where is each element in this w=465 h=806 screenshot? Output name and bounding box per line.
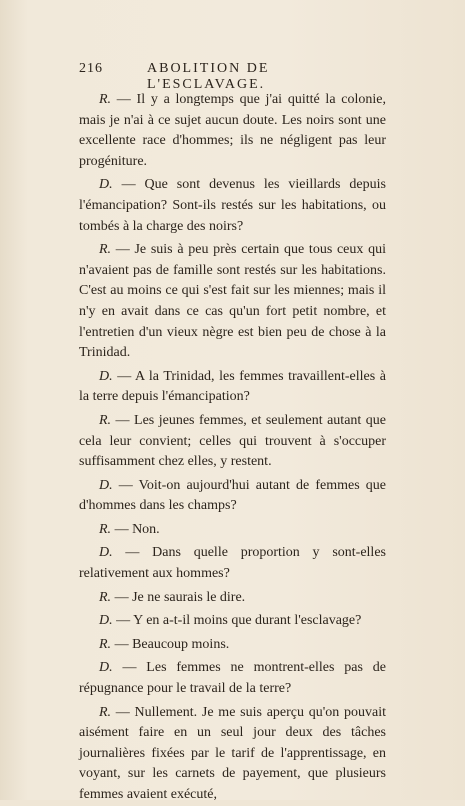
paragraph — [79, 635, 386, 656]
paragraph — [79, 520, 386, 541]
speaker-label: D. — [99, 477, 113, 493]
paragraph — [79, 658, 386, 699]
paragraph — [79, 90, 386, 172]
paragraph — [79, 476, 386, 517]
paragraph-text: — A la Trinidad, les femmes travaillent-elles à la terre depuis l'émancipation? — [79, 368, 386, 405]
speaker-label: D. — [99, 177, 113, 193]
speaker-label: D. — [99, 613, 113, 629]
paragraph-text: — Que sont devenus les vieillards depuis l'émancipation? Sont-ils restés sur les habitations, ou tombés à la charge des noirs? — [79, 177, 386, 234]
running-title: ABOLITION DE L'ESCLAVAGE. — [147, 61, 270, 92]
paragraph-text: — Y en a-t-il moins que durant l'esclavage? — [112, 613, 362, 629]
paragraph — [79, 240, 386, 364]
paragraph-text: — Je ne saurais le dire. — [111, 589, 246, 605]
body-text — [79, 87, 386, 806]
paragraph-text: — Je suis à peu près certain que tous ceux qui n'avaient pas de famille sont restés sur les habitations. C'est au moins ce qui s'est fait sur les miennes; mais il n'y en avait dans ce cas qu'un fort petit nombre, et l'entretien d'un vieux nègre est bien peu de chose à la Trinidad. — [79, 242, 386, 361]
speaker-label: R. — [99, 92, 112, 107]
speaker-label: R. — [99, 412, 112, 428]
paragraph — [79, 611, 386, 632]
paragraph-text: — Beaucoup moins. — [111, 636, 230, 652]
paragraph-text: — Nullement. Je me suis aperçu qu'on pouvait aisément faire en un seul jour deux des tâches journalières fixées par le tarif de l'apprentissage, en voyant, sur les carnets de payement, que plusieurs femmes avaient exécuté, — [79, 704, 386, 802]
page-number: 216 — [79, 61, 103, 76]
paragraph-text: — Non. — [111, 521, 160, 537]
paragraph — [79, 367, 386, 408]
paragraph — [79, 411, 386, 473]
speaker-label: R. — [99, 704, 112, 720]
paragraph-text: — Dans quelle proportion y sont-elles relativement aux hommes? — [79, 545, 386, 582]
speaker-label: R. — [99, 242, 112, 258]
page-header — [79, 61, 389, 92]
speaker-label: D. — [99, 660, 113, 676]
paragraph — [79, 703, 386, 806]
paragraph-text: — Il y a longtemps que j'ai quitté la colonie, mais je n'ai à ce sujet aucun doute. Les noirs sont une excellente race d'hommes; ils ne négligent pas leur progéniture. — [79, 92, 386, 169]
paragraph-text: — Les femmes ne montrent-elles pas de répugnance pour le travail de la terre? — [79, 660, 386, 697]
paragraph — [79, 543, 386, 584]
speaker-label: D. — [99, 368, 113, 384]
paragraph-text: — Voit-on aujourd'hui autant de femmes que d'hommes dans les champs? — [79, 477, 386, 514]
paragraph — [79, 175, 386, 237]
speaker-label: R. — [99, 636, 112, 652]
speaker-label: D. — [99, 545, 113, 561]
speaker-label: R. — [99, 589, 112, 605]
speaker-label: R. — [99, 521, 112, 537]
paragraph — [79, 588, 386, 609]
paragraph-text: — Les jeunes femmes, et seulement autant que cela leur convient; celles qui trouvent à s'occuper suffisamment chez elles, y restent. — [79, 412, 386, 470]
